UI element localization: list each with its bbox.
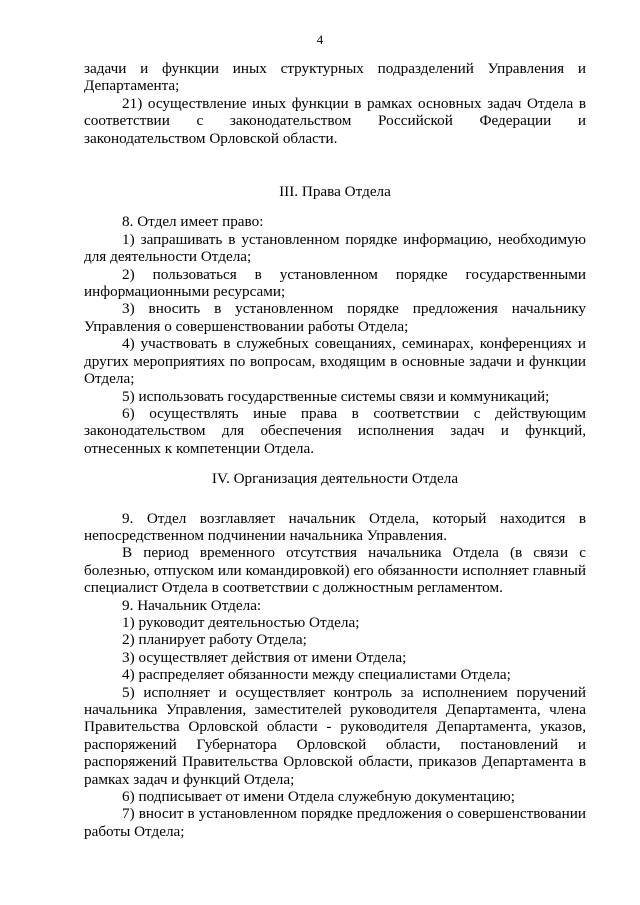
duties-list-item: 1) руководит деятельностью Отдела; bbox=[122, 613, 360, 631]
duties-list-item: 3) осуществляет действия от имени Отдела; bbox=[122, 648, 407, 666]
rights-list-item: 5) использовать государственные системы связи и коммуникаций; bbox=[122, 387, 550, 405]
rights-list-item: 2) пользоваться в установленном порядке государственными информационными ресурсами; bbox=[84, 265, 586, 301]
paragraph-head-duties-intro: 9. Начальник Отдела: bbox=[122, 596, 262, 614]
paragraph-rights-intro: 8. Отдел имеет право: bbox=[122, 213, 264, 231]
duties-list-item: 6) подписывает от имени Отдела служебную документацию; bbox=[122, 788, 515, 806]
rights-list-item: 6) осуществлять иные права в соответствии с действующим законодательством для обеспечения исполнения задач и функций, отнесенных к компетенции Отдела. bbox=[84, 404, 586, 457]
rights-list-item: 4) участвовать в служебных совещаниях, семинарах, конференциях и других мероприятиях по вопросам, входящим в основные задачи и функции Отдела; bbox=[84, 335, 586, 388]
section-heading-organization: IV. Организация деятельности Отдела bbox=[211, 470, 459, 488]
paragraph-continuation: задачи и функции иных структурных подразделений Управления и Департамента; bbox=[84, 60, 586, 95]
document-body bbox=[84, 60, 586, 840]
paragraph-temporary-absence: В период временного отсутствия начальника Отдела (в связи с болезнью, отпуском или командировкой) его обязанности исполняет главный специалист Отдела в соответствии с должностным регламентом. bbox=[84, 544, 586, 597]
spacer bbox=[84, 200, 586, 213]
section-heading-rights: III. Права Отдела bbox=[279, 183, 391, 201]
duties-list-item: 7) вносит в установленном порядке предложения о совершенствовании работы Отдела; bbox=[84, 805, 586, 840]
rights-list-item: 3) вносить в установленном порядке предложения начальнику Управления о совершенствовании работы Отдела; bbox=[84, 300, 586, 335]
duties-list-item: 5) исполняет и осуществляет контроль за исполнением поручений начальника Управления, заместителей руководителя Департамента, члена Правительства Орловской области - руководителя Департамента, указов, распоряжений Губернатора Орловской области, постановлений и распоряжений Правительства Орловской области, приказов Департамента в рамках задач и функций Отдела; bbox=[84, 683, 586, 788]
paragraph-item-21: 21) осуществление иных функции в рамках основных задач Отдела в соответствии с законодательством Российской Федерации и законодательством Орловской области. bbox=[84, 94, 586, 147]
duties-list-item: 4) распределяет обязанности между специалистами Отдела; bbox=[122, 666, 511, 684]
paragraph-head-of-department: 9. Отдел возглавляет начальник Отдела, который находится в непосредственном подчинении начальника Управления. bbox=[84, 509, 586, 544]
rights-list-item: 1) запрашивать в установленном порядке информацию, необходимую для деятельности Отдела; bbox=[84, 230, 586, 266]
duties-list-item: 2) планирует работу Отдела; bbox=[122, 631, 307, 649]
spacer bbox=[84, 457, 586, 470]
page-number: 4 bbox=[316, 32, 324, 47]
spacer bbox=[84, 488, 586, 510]
spacer bbox=[84, 147, 586, 183]
